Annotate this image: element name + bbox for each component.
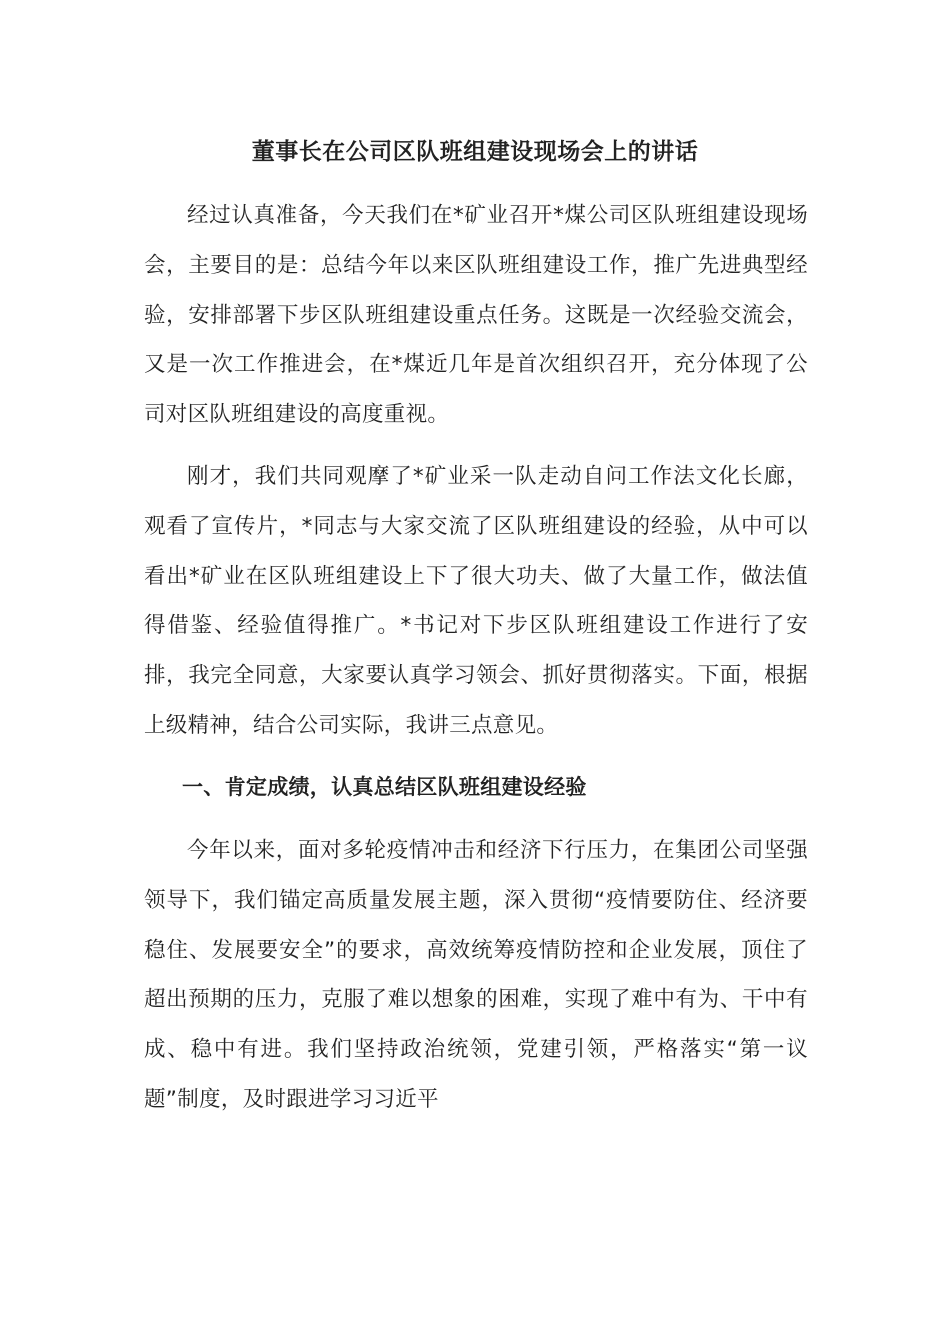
document-title: 董事长在公司区队班组建设现场会上的讲话 <box>251 139 699 165</box>
paragraph-section-one: 今年以来，面对多轮疫情冲击和经济下行压力，在集团公司坚强领导下，我们锚定高质量发展主题，深入贯彻“疫情要防住、经济要稳住、发展要安全”的要求，高效统筹疫情防控和企业发展，顶住了超出预期的压力，克服了难以想象的困难，实现了难中有为、干中有成、稳中有进。我们坚持政治统领，党建引领，严格落实“第一议题”制度，及时跟进学习习近平 <box>144 838 808 1112</box>
paragraph-observation: 刚才，我们共同观摩了*矿业采一队走动自问工作法文化长廊，观看了宣传片，*同志与大家交流了区队班组建设的经验，从中可以看出*矿业在区队班组建设上下了很大功夫、做了大量工作，做法值得借鉴、经验值得推广。*书记对下步区队班组建设工作进行了安排，我完全同意，大家要认真学习领会、抓好贯彻落实。下面，根据上级精神，结合公司实际，我讲三点意见。 <box>144 464 808 738</box>
paragraph-opening: 经过认真准备，今天我们在*矿业召开*煤公司区队班组建设现场会，主要目的是：总结今年以来区队班组建设工作，推广先进典型经验，安排部署下步区队班组建设重点任务。这既是一次经验交流会，又是一次工作推进会，在*煤近几年是首次组织召开，充分体现了公司对区队班组建设的高度重视。 <box>144 203 808 428</box>
section-heading: 一、肯定成绩，认真总结区队班组建设经验 <box>182 775 587 799</box>
